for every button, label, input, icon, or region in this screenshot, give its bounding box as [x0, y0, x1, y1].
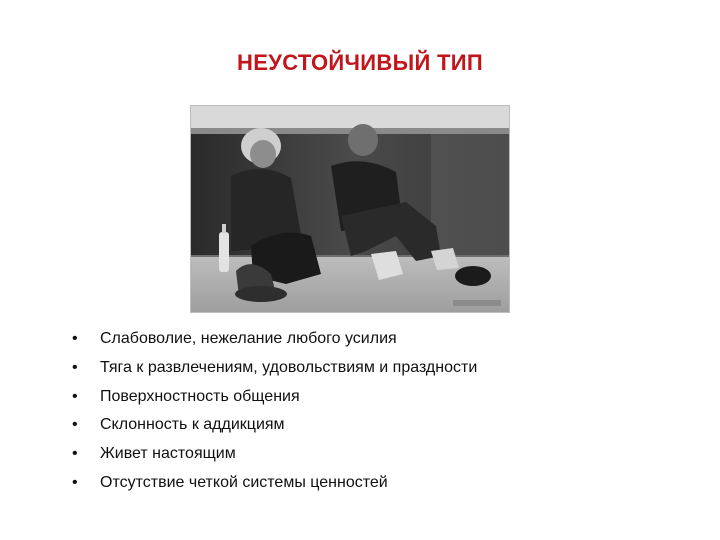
bullet-list	[72, 325, 692, 498]
bullet-item	[72, 354, 692, 383]
bullet-item	[72, 325, 692, 354]
bullet-text: Живет настоящим	[100, 445, 236, 463]
bullet-item	[72, 469, 692, 498]
bullet-text: Склонность к аддикциям	[100, 416, 285, 434]
bullet-marker: •	[72, 358, 78, 376]
bullet-item	[72, 411, 692, 440]
bullet-text: Слабоволие, нежелание любого усилия	[100, 330, 397, 347]
photo-two-homeless-men-sitting	[190, 105, 510, 313]
bullet-text: Поверхностность общения	[100, 387, 300, 405]
bullet-item	[72, 440, 692, 469]
bullet-text: Отсутствие четкой системы ценностей	[100, 473, 388, 491]
bullet-marker: •	[72, 445, 78, 463]
bullet-marker: •	[72, 416, 78, 434]
bullet-item	[72, 383, 692, 412]
bullet-marker: •	[72, 473, 78, 491]
bullet-text: Тяга к развлечениям, удовольствиям и праздности	[100, 358, 478, 376]
bullet-marker: •	[72, 330, 78, 347]
slide-title: НЕУСТОЙЧИВЫЙ ТИП	[237, 50, 483, 75]
bullet-marker: •	[72, 387, 78, 405]
